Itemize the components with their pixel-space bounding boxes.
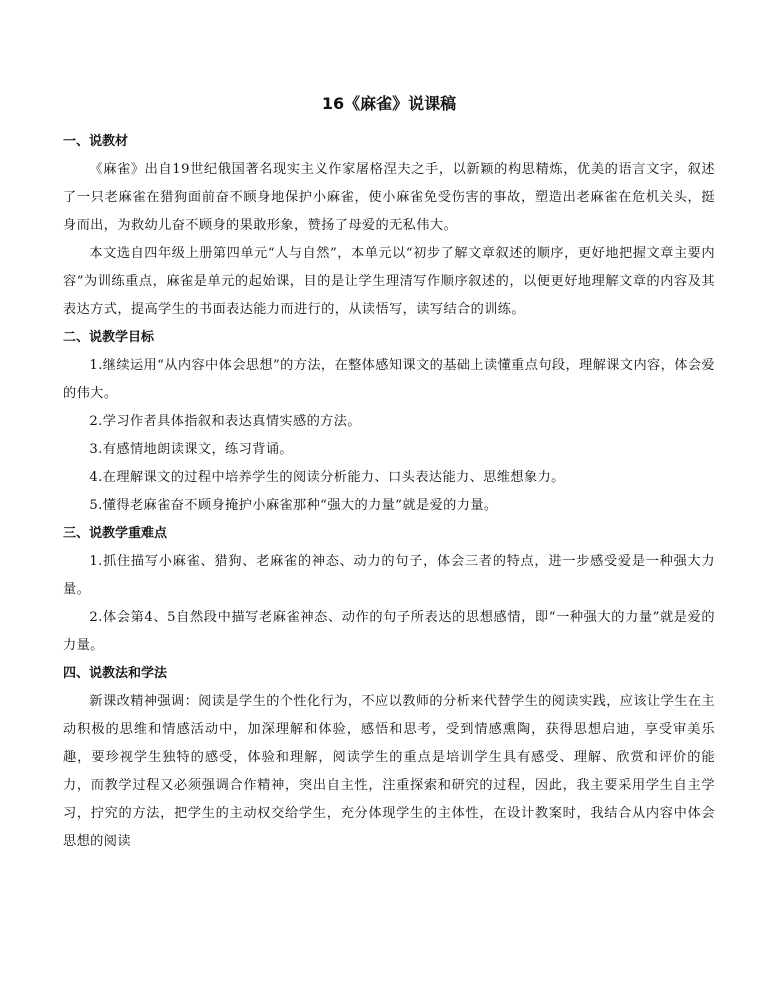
page-title: 16《麻雀》说课稿	[321, 94, 457, 113]
paragraph: 新课改精神强调：阅读是学生的个性化行为，不应以教师的分析来代替学生的阅读实践，应该让学生在主动积极的思维和情感活动中，加深理解和体验，感悟和思考，受到情感熏陶，获得思想启迪，享受审美乐趣，要珍视学生独特的感受，体验和理解，阅读学生的重点是培训学生具有感受、理解、欣赏和评价的能力，而教学过程又必须强调合作精神，突出自主性，注重探索和研究的过程，因此，我主要采用学生自主学习，拧究的方法，把学生的主动权交给学生，充分体现学生的主体性，在设计教案时，我结合从内容中体会思想的阅读	[63, 694, 715, 849]
document-body	[63, 92, 715, 856]
section-teaching-goals	[63, 324, 715, 520]
list-item: 3.有感情地朗读课文，练习背诵。	[89, 442, 293, 457]
section-key-points	[63, 520, 715, 660]
list-item: 2.体会第4、5自然段中描写老麻雀神态、动作的句子所表达的思想感情，即“一种强大的力量”就是爱的力量。	[63, 610, 715, 653]
section-teaching-material	[63, 128, 715, 324]
section-methods	[63, 660, 715, 856]
list-item: 5.懂得老麻雀奋不顾身掩护小麻雀那种“强大的力量”就是爱的力量。	[89, 498, 498, 513]
list-item: 1.继续运用“从内容中体会思想”的方法，在整体感知课文的基础上读懂重点句段，理解课文内容，体会爱的伟大。	[63, 358, 715, 401]
section-heading: 三、说教学重难点	[63, 526, 168, 541]
list-item: 4.在理解课文的过程中培养学生的阅读分析能力、口头表达能力、思维想象力。	[89, 470, 565, 485]
section-heading: 四、说教法和学法	[63, 666, 168, 681]
paragraph: 本文选自四年级上册第四单元“人与自然”，本单元以“初步了解文章叙述的顺序，更好地把握文章主要内容”为训练重点，麻雀是单元的起始课，目的是让学生理清写作顺序叙述的，以便更好地理解文章的内容及其表达方式，提高学生的书面表达能力而进行的，从读悟写，读写结合的训练。	[63, 246, 715, 317]
section-heading: 二、说教学目标	[63, 330, 155, 345]
section-heading: 一、说教材	[63, 134, 129, 149]
list-item: 2.学习作者具体指叙和表达真情实感的方法。	[89, 414, 361, 429]
paragraph: 《麻雀》出自19世纪俄国著名现实主义作家屠格涅夫之手，以新颖的构思精炼，优美的语言文字，叙述了一只老麻雀在猎狗面前奋不顾身地保护小麻雀，使小麻雀免受伤害的事故，塑造出老麻雀在危机关头，挺身而出，为救幼儿奋不顾身的果敢形象，赞扬了母爱的无私伟大。	[63, 162, 715, 233]
list-item: 1.抓住描写小麻雀、猎狗、老麻雀的神态、动力的句子，体会三者的特点，进一步感受爱是一种强大力量。	[63, 554, 715, 597]
